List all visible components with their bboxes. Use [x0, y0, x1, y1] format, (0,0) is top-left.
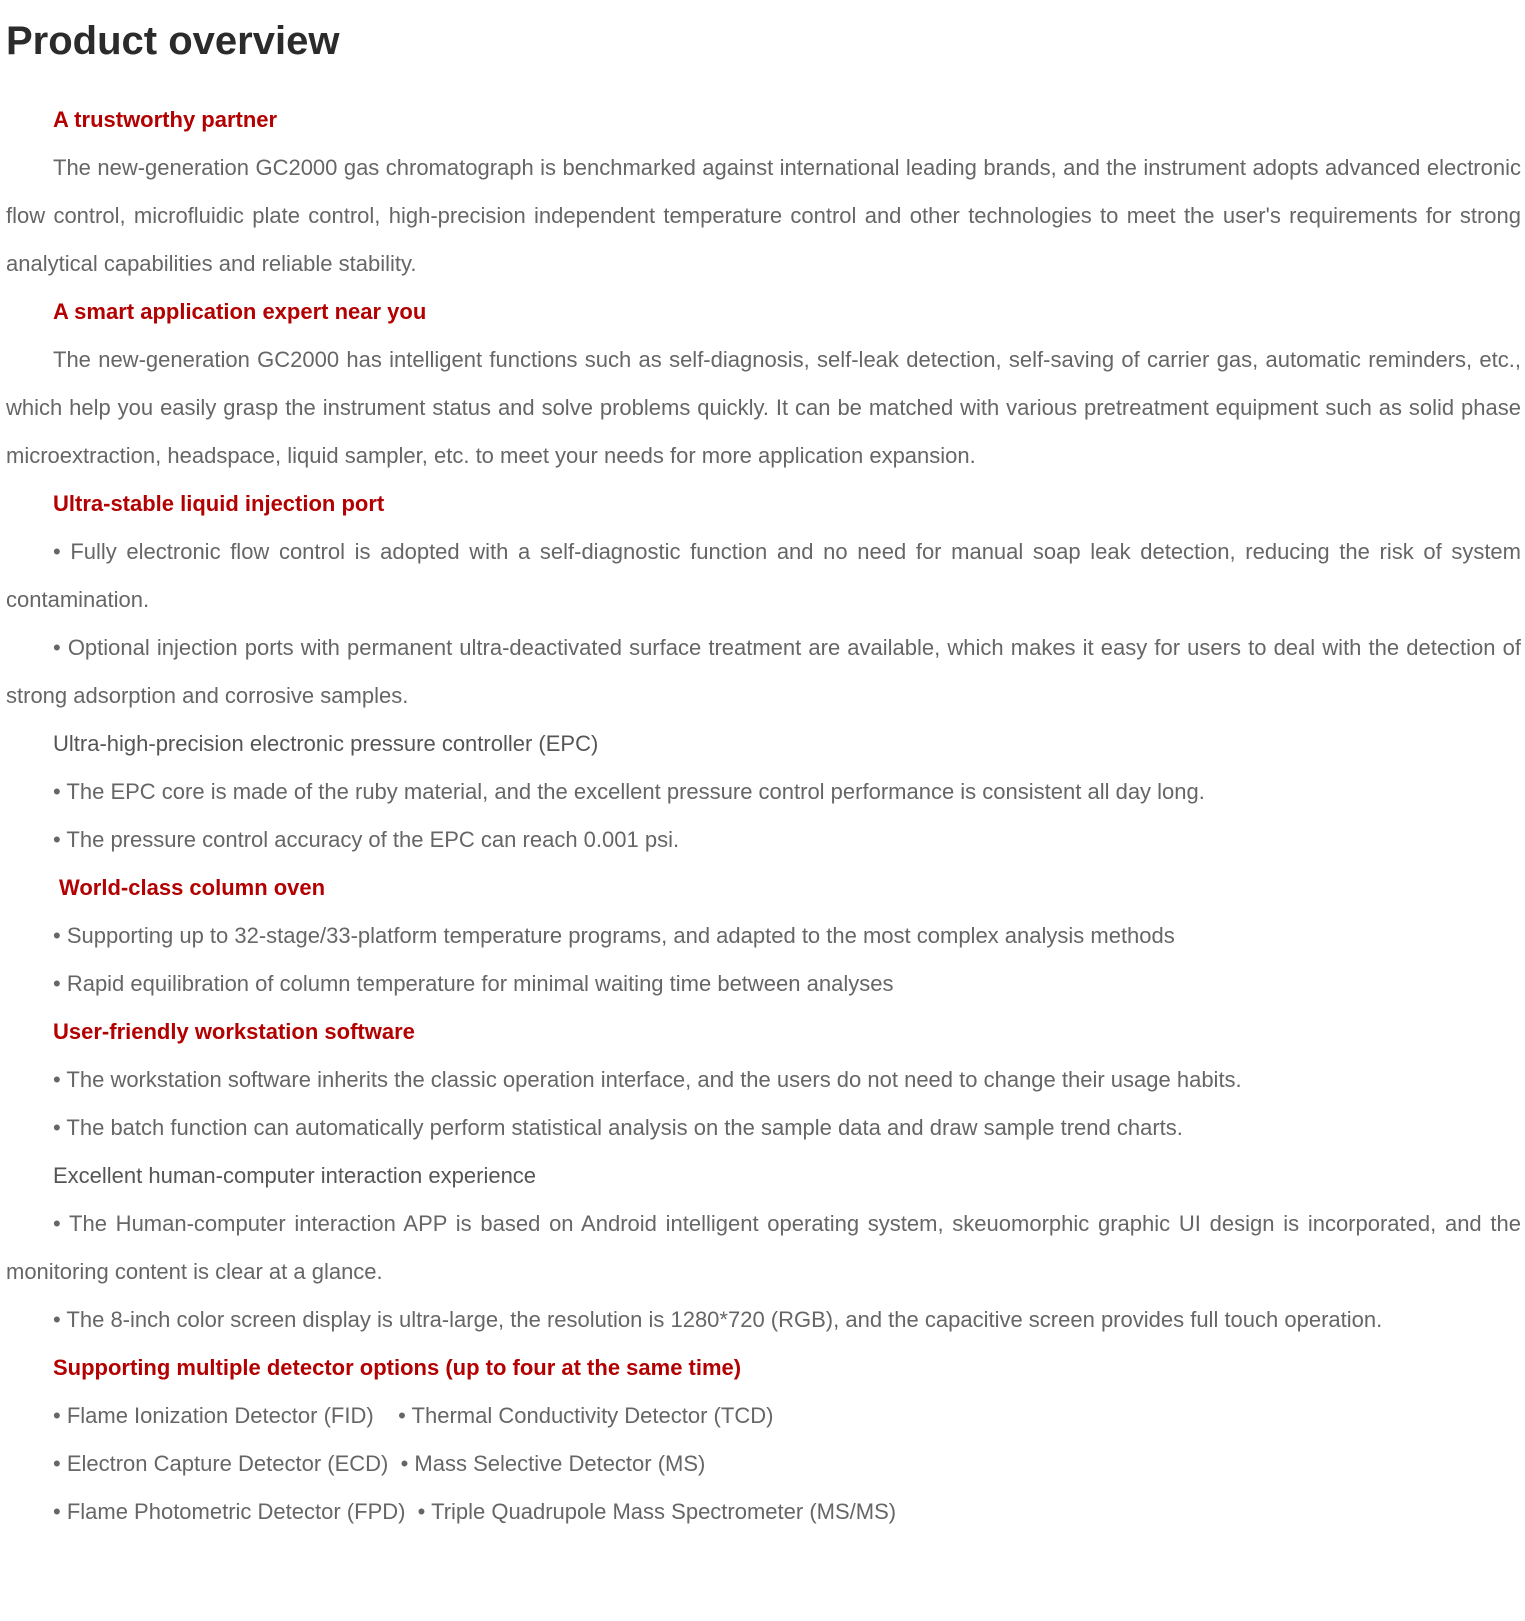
section-heading-detectors: Supporting multiple detector options (up to four at the same time) [53, 1355, 742, 1380]
list-item: • The batch function can automatically perform statistical analysis on the sample data and draw sample trend charts. [53, 1115, 1183, 1140]
list-item: • Optional injection ports with permanent ultra-deactivated surface treatment are available, which makes it easy for users to deal with the detection of strong adsorption and corrosive samples. [6, 635, 1521, 708]
section-heading-hci: Excellent human-computer interaction experience [53, 1163, 537, 1188]
list-item: • Fully electronic flow control is adopted with a self-diagnostic function and no need for manual soap leak detection, reducing the risk of system contamination. [6, 539, 1521, 612]
section-body-partner: The new-generation GC2000 gas chromatograph is benchmarked against international leading brands, and the instrument adopts advanced electronic flow control, microfluidic plate control, high-precision independent temperature control and other technologies to meet the user's requirements for strong analytical capabilities and reliable stability. [6, 155, 1521, 276]
list-item: • The 8-inch color screen display is ultra-large, the resolution is 1280*720 (RGB), and the capacitive screen provides full touch operation. [53, 1307, 1383, 1332]
list-item: • The EPC core is made of the ruby material, and the excellent pressure control performance is consistent all day long. [53, 779, 1205, 804]
page-title: Product overview [6, 19, 340, 63]
list-item: • The Human-computer interaction APP is based on Android intelligent operating system, skeuomorphic graphic UI design is incorporated, and the monitoring content is clear at a glance. [6, 1211, 1521, 1284]
list-item: • The pressure control accuracy of the EPC can reach 0.001 psi. [53, 827, 680, 852]
section-heading-partner: A trustworthy partner [53, 107, 278, 132]
section-heading-epc: Ultra-high-precision electronic pressure controller (EPC) [53, 731, 599, 756]
list-item: • Rapid equilibration of column temperature for minimal waiting time between analyses [53, 971, 894, 996]
list-item: • Supporting up to 32-stage/33-platform temperature programs, and adapted to the most complex analysis methods [53, 923, 1175, 948]
detector-row: • Flame Photometric Detector (FPD) • Triple Quadrupole Mass Spectrometer (MS/MS) [53, 1499, 897, 1524]
section-heading-oven: World-class column oven [59, 875, 326, 900]
section-heading-expert: A smart application expert near you [53, 299, 427, 324]
list-item: • The workstation software inherits the classic operation interface, and the users do not need to change their usage habits. [53, 1067, 1242, 1092]
section-heading-software: User-friendly workstation software [53, 1019, 415, 1044]
section-heading-injection: Ultra-stable liquid injection port [53, 491, 385, 516]
detector-row: • Electron Capture Detector (ECD) • Mass Selective Detector (MS) [53, 1451, 706, 1476]
detector-row: • Flame Ionization Detector (FID) • Thermal Conductivity Detector (TCD) [53, 1403, 774, 1428]
section-body-expert: The new-generation GC2000 has intelligent functions such as self-diagnosis, self-leak detection, self-saving of carrier gas, automatic reminders, etc., which help you easily grasp the instrument status and solve problems quickly. It can be matched with various pretreatment equipment such as solid phase microextraction, headspace, liquid sampler, etc. to meet your needs for more application expansion. [6, 347, 1521, 468]
